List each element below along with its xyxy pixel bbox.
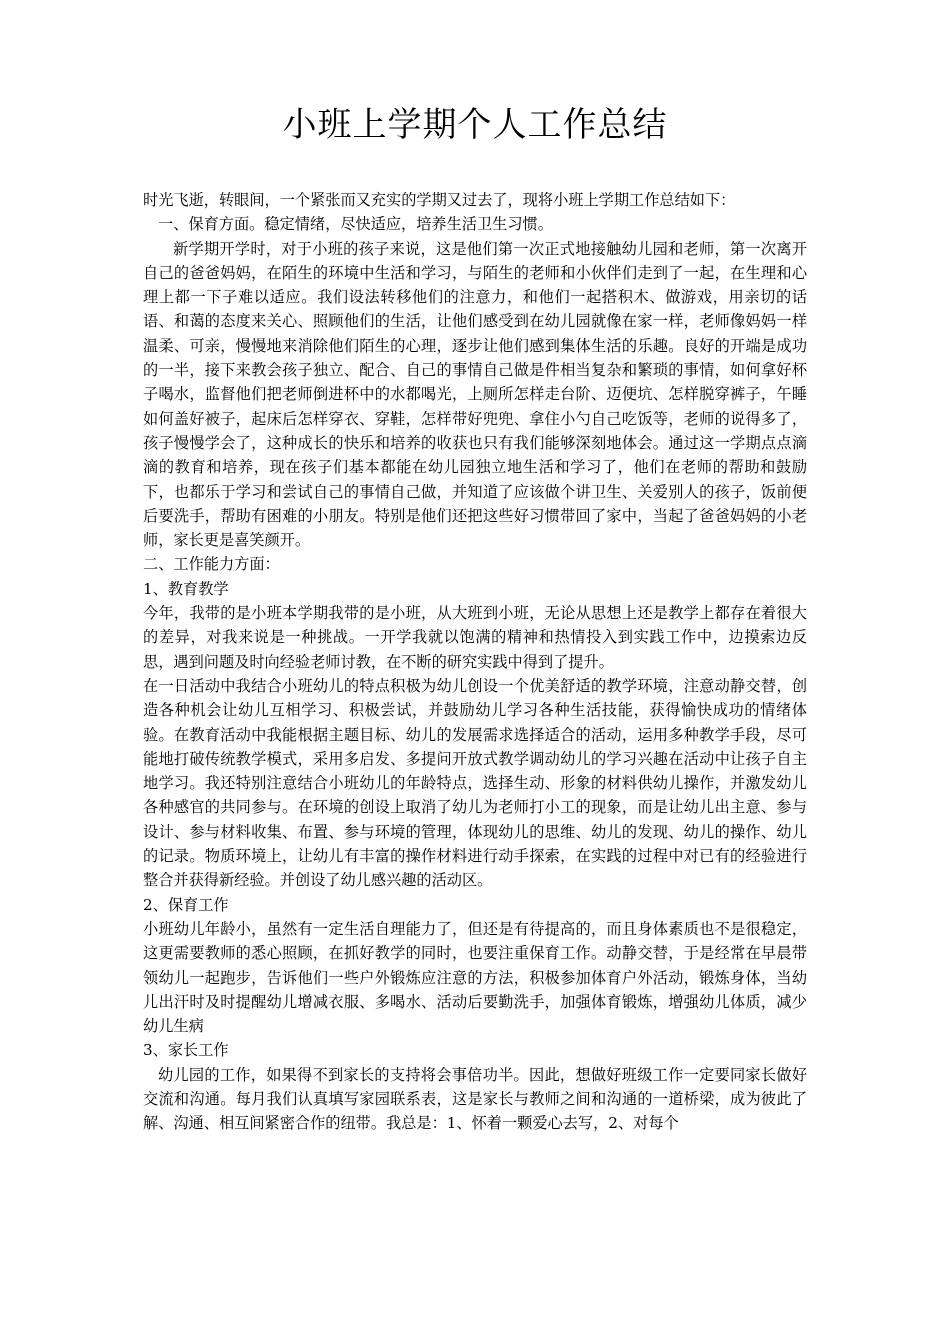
paragraph: 二、工作能力方面： — [143, 555, 280, 574]
paragraph: 今年，我带的是小班本学期我带的是小班，从大班到小班，无论从思想上还是教学上都存在着很大的差异，对我来说是一种挑战。一开学我就以饱满的精神和热情投入到实践工作中，边摸索边反思，遇到问题及时向经验老师讨教，在不断的研究实践中得到了提升。 — [143, 604, 807, 671]
paragraph: 时光飞逝，转眼间，一个紧张而又充实的学期又过去了，现将小班上学期工作总结如下： — [143, 191, 736, 209]
document-title: 小班上学期个人工作总结 — [282, 105, 668, 145]
paragraph: 1、教育教学 — [143, 579, 229, 598]
paragraph: 小班幼儿年龄小，虽然有一定生活自理能力了，但还是有待提高的，而且身体素质也不是很稳定，这更需要教师的悉心照顾，在抓好教学的同时，也要注重保育工作。动静交替，于是经常在早晨带领幼儿一起跑步，告诉他们一些户外锻炼应注意的方法，积极参加体育户外活动，锻炼身体，当幼儿出汗时及时提醒幼儿增减衣服、多喝水、活动后要勤洗手，加强体育锻炼，增强幼儿体质，减少幼儿生病 — [143, 919, 807, 1036]
paragraph: 2、保育工作 — [143, 895, 229, 914]
paragraph: 新学期开学时，对于小班的孩子来说，这是他们第一次正式地接触幼儿园和老师，第一次离开自己的爸爸妈妈，在陌生的环境中生活和学习，与陌生的老师和小伙伴们走到了一起，在生理和心理上都一下子难以适应。我们设法转移他们的注意力，和他们一起搭积木、做游戏，用亲切的话语、和蔼的态度来关心、照顾他们的生活，让他们感受到在幼儿园就像在家一样，老师像妈妈一样温柔、可亲，慢慢地来消除他们陌生的心理，逐步让他们感到集体生活的乐趣。良好的开端是成功的一半，接下来教会孩子独立、配合、自己的事情自己做是件相当复杂和繁琐的事情，如何拿好杯子喝水，监督他们把老师倒进杯中的水都喝光，上厕所怎样走台阶、迈便坑、怎样脱穿裤子，午睡如何盖好被子，起床后怎样穿衣、穿鞋，怎样带好兜兜、拿住小勺自己吃饭等，老师的说得多了，孩子慢慢学会了，这种成长的快乐和培养的收获也只有我们能够深刻地体会。通过这一学期点点滴滴的教育和培养，现在孩子们基本都能在幼儿园独立地生活和学习了，他们在老师的帮助和鼓励下，也都乐于学习和尝试自己的事情自己做，并知道了应该做个讲卫生、关爱别人的孩子，饭前便后要洗手，帮助有困难的小朋友。特别是他们还把这些好习惯带回了家中，当起了爸爸妈妈的小老师，家长更是喜笑颜开。 — [143, 239, 807, 550]
paragraph: 一、保育方面。稳定情绪，尽快适应，培养生活卫生习惯。 — [158, 215, 553, 234]
paragraph: 3、家长工作 — [143, 1041, 229, 1060]
paragraph: 在一日活动中我结合小班幼儿的特点积极为幼儿创设一个优美舒适的教学环境，注意动静交替，创造各种机会让幼儿互相学习、积极尝试，并鼓励幼儿学习各种生活技能，获得愉快成功的情绪体验。在教育活动中我能根据主题目标、幼儿的发展需求选择适合的活动，运用多种教学手段，尽可能地打破传统教学模式，采用多启发、多提问开放式教学调动幼儿的学习兴趣在活动中让孩子自主地学习。我还特别注意结合小班幼儿的年龄特点，选择生动、形象的材料供幼儿操作，并激发幼儿各种感官的共同参与。在环境的创设上取消了幼儿为老师打小工的现象，而是让幼儿出主意、参与设计、参与材料收集、布置、参与环境的管理，体现幼儿的思维、幼儿的发现、幼儿的操作、幼儿的记录。物质环境上，让幼儿有丰富的操作材料进行动手探索，在实践的过程中对已有的经验进行整合并获得新经验。并创设了幼儿感兴趣的活动区。 — [143, 676, 807, 890]
paragraph: 幼儿园的工作，如果得不到家长的支持将会事倍功半。因此，想做好班级工作一定要同家长做好交流和沟通。每月我们认真填写家园联系表，这是家长与教师之间和沟通的一道桥梁，成为彼此了解、沟通、相互间紧密合作的纽带。我总是：1、怀着一颗爱心去写，2、对每个 — [143, 1065, 807, 1133]
document-body — [143, 188, 807, 1136]
